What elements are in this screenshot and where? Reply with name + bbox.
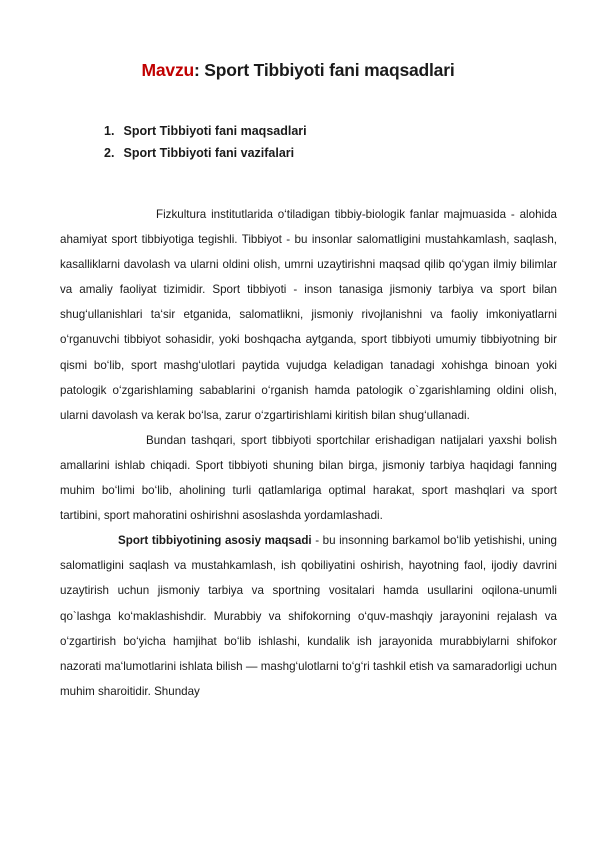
toc-item-label: Sport Tibbiyoti fani vazifalari xyxy=(123,146,295,160)
title-text: Sport Tibbiyoti fani maqsadlari xyxy=(204,60,455,80)
main-goal-text: - bu insonning barkamol bo‘lib yetishishi, uning salomatligini saqlash va mustahkamlash, ish qobiliyatini oshirish, hayotning faol, ijodiy davrini uzaytirish uchun jismoniy tarbiya va sportning vositalari hamda usullarini oqilona-unumli qo`lashga ko‘maklashishdir. Murabbiy va shifokorning o‘quv-mashqiy jarayonini rejalash va o‘zgartirish bo‘yicha hamjihat bo‘lib ishlashi, kundalik ish jarayonida murabbiylarni shifokor nazorati ma‘lumotlarini ishlata bilish — mashg‘ulotlarni to‘g‘ri tashkil etish va samaradorligi uchun muhim sharoitidir. Shunday xyxy=(60,534,557,698)
main-goal-heading: Sport tibbiyotining asosiy maqsadi xyxy=(118,534,312,548)
toc-item-number: 2. xyxy=(104,146,115,160)
paragraph-main-goal xyxy=(60,528,557,704)
toc-item-label: Sport Tibbiyoti fani maqsadlari xyxy=(123,124,307,138)
page-title xyxy=(0,60,596,81)
toc-item-number: 1. xyxy=(104,124,115,138)
paragraph-intro: Fizkultura institutlarida o‘tiladigan tibbiy-biologik fanlar majmuasida - alohida ahamiyat sport tibbiyotiga tegishli. Tibbiyot - bu insonlar salomatligini mustahkamlash, saqlash, kasalliklarni davolash va ularni oldini olish, umrni uzaytirishni maqsad qilib qo‘ygan ilmiy bilimlar va amaliy faoliyat tizimidir. Sport tibbiyoti - inson tanasiga jismoniy tarbiya va sport bilan shug‘ullanishlari ta‘sir etganida, salomatlikni, jismoniy rivojlanishni va faoliy imkoniyatlarni o‘rganuvchi tibbiyot sohasidir, yoki boshqacha aytganda, sport tibbiyoti umumiy tibbiyotning bir qismi bo‘lib, sport mashg‘ulotlari paytida vujudga keladigan tanadagi xohishga binoan yoki patologik o‘zgarishlaming sabablarini o‘rganish hamda patologik o`zgarishlaming oldini olish, ularni davolash va kerak bo‘lsa, zarur o‘zgartirishlami kiritish bilan shug‘ullanadi. xyxy=(60,208,557,422)
document-body xyxy=(60,202,557,704)
toc-item xyxy=(104,120,307,142)
table-of-contents xyxy=(104,120,307,164)
toc-item xyxy=(104,142,307,164)
title-keyword: Mavzu xyxy=(141,60,194,80)
paragraph-additional: Bundan tashqari, sport tibbiyoti sportchilar erishadigan natijalari yaxshi bolish amallarini ishlab chiqadi. Sport tibbiyoti shuning bilan birga, jismoniy tarbiya haqidagi fanning muhim bo‘limi bo‘lib, aholining turli qatlamlariga optimal harakat, sport mashqlari va sport tartibini, sport mahoratini oshirishni asoslashda yordamlashadi. xyxy=(60,433,557,523)
title-separator: : xyxy=(193,60,200,80)
